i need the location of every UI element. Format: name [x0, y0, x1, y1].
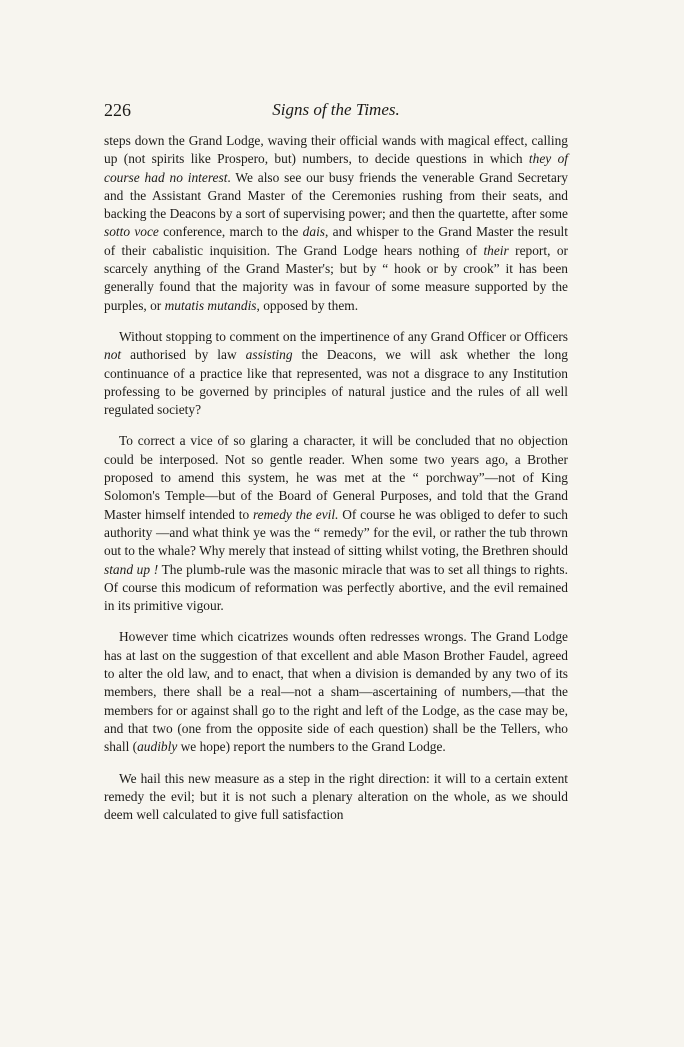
text-run: Without stopping to comment on the impertinence of any Grand Officer or Officers: [119, 328, 568, 344]
running-head: Signs of the Times.: [272, 100, 400, 119]
paragraph: [104, 770, 568, 825]
text-run: , and whisper to the Grand Master the result of their cabalistic inquisition. The Grand Lodge hears nothing of: [104, 224, 568, 258]
text-run: To correct a vice of so glaring a character, it will be concluded that no objection could be interposed. Not so gentle reader. When some two years ago, a Brother proposed to amend this system, he was met at the “ porchway”—not of King Solomon's Temple—but of the Board of General Purposes, and told that the Grand Master himself intended to: [104, 433, 568, 522]
paragraph: [104, 628, 568, 756]
italic-text: stand up !: [104, 561, 159, 577]
italic-text: they of course had no interest: [104, 151, 568, 185]
page-header: [104, 100, 568, 122]
text-run: Of course he was obliged to defer to such authority —and what think ye was the “ remedy” for the evil, or rather the tub thrown out to the whale? Why merely that instead of sitting whilst voting, the Brethren should: [104, 506, 569, 559]
paragraph: [104, 328, 568, 419]
text-run: the Deacons, we will ask whether the long continuance of a practice like that represented, was not a disgrace to any Institution professing to be governed by principles of natural justice and the rules of all well regulated society?: [104, 347, 568, 418]
italic-text: dais: [302, 224, 325, 240]
italic-text: audibly: [137, 739, 178, 755]
paragraph: [104, 132, 568, 315]
text-run: steps down the Grand Lodge, waving their official wands with magical effect, calling up (not spirits like Prospero, but) numbers, to decide questions in which: [104, 133, 568, 167]
paragraph: [104, 432, 568, 615]
italic-text: mutatis mutandis: [164, 297, 257, 313]
text-run: we hope) report the numbers to the Grand Lodge.: [177, 739, 446, 755]
page-number: 226: [104, 100, 131, 120]
italic-text: remedy the evil.: [252, 506, 339, 522]
text-run: authorised by law: [121, 347, 246, 363]
text-run: The plumb-rule was the masonic miracle that was to set all things to rights. Of course this modicum of reformation was perfectly abortive, and the evil remained in its primitive vigour.: [104, 561, 568, 614]
text-run: . We also see our busy friends the venerable Grand Secretary and the Assistant Grand Master of the Ceremonies rushing from their seats, and backing the Deacons by a sort of supervising power; and then the quartette, after some: [104, 169, 569, 222]
text-run: conference, march to the: [158, 224, 303, 240]
italic-text: sotto voce: [104, 224, 159, 240]
italic-text: their: [483, 242, 509, 258]
italic-text: not: [104, 347, 122, 363]
italic-text: assisting: [245, 347, 293, 363]
text-run: , opposed by them.: [256, 297, 359, 313]
page-body: [104, 132, 568, 837]
text-run: We hail this new measure as a step in the right direction: it will to a certain extent remedy the evil; but it is not such a plenary alteration on the whole, as we should deem well calculated to give full satisfaction: [104, 770, 568, 823]
text-run: report, or scarcely anything of the Grand Master's; but by “ hook or by crook” it has been generally found that the majority was in favour of some measure supported by the purples, or: [104, 242, 569, 313]
text-run: However time which cicatrizes wounds often redresses wrongs. The Grand Lodge has at last on the suggestion of that excellent and able Mason Brother Faudel, agreed to alter the old law, and to enact, that when a division is demanded by any two of its members, there shall be a real—not a sham—ascertaining of numbers,—that the members for or against shall go to the right and left of the Lodge, as the case may be, and that two (one from the opposite side of each question) shall be the Tellers, who shall (: [104, 629, 568, 755]
